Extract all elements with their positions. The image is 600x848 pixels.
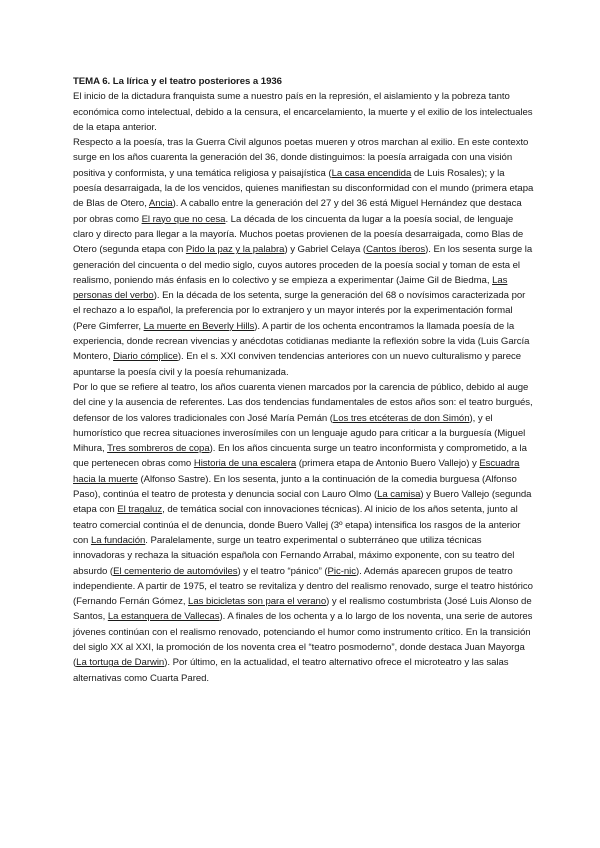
text-run: ). Además aparecen grupos de teatro independiente. A partir de 1975, el teatro se revitaliza y dentro del realismo renovado, surge el teatro histórico (Fernando Fernán Gómez, [73, 565, 533, 608]
work-title: Cantos íberos [366, 244, 426, 256]
text-run: El inicio de la dictadura franquista sume a nuestro país en la represión, el aislamiento y la pobreza tanto económica como intelectual, debido a la censura, el encarcelamiento, la muerte y el exilio de los intelectuales de la etapa anterior. [73, 91, 533, 133]
text-run: ) y Gabriel Celaya ( [284, 244, 367, 256]
text-run: ), y el humorístico que recrea situaciones inverosímiles con un lenguaje agudo para criticar a la burguesía (Miguel Mihura, [73, 412, 526, 455]
text-run: ). Por último, en la actualidad, el teatro alternativo ofrece el microteatro y las salas alternativas como Cuarta Pared. [73, 657, 509, 684]
text-run: ). En los años cincuenta surge un teatro inconformista y comprometido, a la que pertenecen obras como [73, 443, 527, 470]
text-run: Respecto a la poesía, tras la Guerra Civil algunos poetas mueren y otros marchan al exilio. En este contexto surge en los años cuarenta la generación del 36, donde distinguimos: la poesía arraigada con una visión positiva y conformista, y una temática religiosa y paisajística ( [73, 137, 529, 179]
work-title: La camisa [377, 489, 421, 501]
work-title: Escuadra hacia la muerte [73, 458, 520, 485]
document-body [73, 74, 534, 686]
work-title: Ancia [148, 198, 173, 210]
work-title: La tortuga de Darwin [76, 657, 165, 669]
work-title: La estanquera de Vallecas [107, 611, 220, 623]
work-title: Historia de una escalera [193, 458, 297, 470]
text-run: de Luis Rosales); y la poesía desarraigada, la de los vencidos, quienes manifiestan su disconformidad con el mundo (primera etapa de Blas de Otero, [73, 167, 534, 210]
text-run: ). En la década de los setenta, surge la generación del 68 o novísimos caracterizada por el rechazo a lo español, la preferencia por lo extranjero y un mayor interés por la experimentación formal (Pere Gimferrer, [73, 290, 526, 332]
work-title: Las personas del verbo [73, 274, 508, 302]
work-title: La muerte en Beverly Hills [143, 320, 255, 332]
text-run: ). A finales de los ochenta y a lo largo de los noventa, una serie de autores jóvenes continúan con el realismo renovado, potenciando el humor como instrumento crítico. En la transición del siglo XX al XXI, la promoción de los noventa crea el “teatro posmoderno”, donde destaca Juan Mayorga ( [73, 611, 533, 669]
text-run: . Paralelamente, surge un teatro experimental o subterráneo que utiliza técnicas innovadoras y rechaza la situación española con Fernando Arrabal, máximo exponente, con su teatro del absurdo ( [73, 534, 515, 577]
work-title: El tragaluz [117, 504, 163, 516]
paragraphs-container [73, 89, 534, 686]
text-run: Por lo que se refiere al teatro, los años cuarenta vienen marcados por la carencia de público, debido al auge del cine y la ausencia de referentes. Las dos tendencias fundamentales de estos años son: el teatro burgués, defensor de los valores tradicionales con José María Pemán ( [73, 381, 533, 424]
poetry-paragraph [73, 135, 534, 380]
work-title: La casa encendida [331, 167, 412, 179]
work-title: El cementerio de automóviles [113, 565, 238, 577]
document-title: TEMA 6. La lírica y el teatro posteriores a 1936 [73, 76, 282, 87]
text-run: , de temática social con innovaciones técnicas). Al inicio de los años setenta, junto al teatro comercial continúa el de denuncia, donde Buero Vallej (3º etapa) intensifica los rasgos de la anterior con [73, 504, 521, 546]
text-run: ). En los sesenta surge la generación del cincuenta o del medio siglo, cuyos autores proceden de la poesía social y toman de esta el realismo, poniendo más énfasis en lo colectivo y se empieza a experimentar (Jaime Gil de Biedma, [73, 244, 533, 286]
text-run: ) y Buero Vallejo (segunda etapa con [73, 489, 532, 516]
text-run: (primera etapa de Antonio Buero Vallejo) y [296, 458, 480, 470]
work-title: El rayo que no cesa [141, 213, 226, 225]
theatre-paragraph [73, 380, 534, 686]
text-run: ) y el realismo costumbrista (José Luis Alonso de Santos, [73, 596, 532, 623]
work-title: La fundación [90, 534, 146, 546]
text-run: ). A caballo entre la generación del 27 y del 36 está Miguel Hernández que destaca por obras como [73, 198, 522, 225]
work-title: Pic-nic [327, 565, 356, 577]
text-run: ). A partir de los ochenta encontramos la llamada poesía de la experiencia, donde recrean vivencias y anécdotas cotidianas mediante la reflexión sobre la vida (Luis García Montero, [73, 320, 530, 363]
work-title: Tres sombreros de copa [107, 443, 210, 455]
work-title: Los tres etcéteras de don Simón [332, 412, 470, 424]
text-run: ). En el s. XXI conviven tendencias anteriores con un nuevo culturalismo y parece apuntarse la poesía civil y la poesía rehumanizada. [73, 351, 522, 378]
text-run: ) y el teatro “pánico” ( [237, 565, 328, 577]
text-run: (Alfonso Sastre). En los sesenta, junto a la continuación de la comedia burguesa (Alfonso Paso), continúa el teatro de protesta y denuncia social con Lauro Olmo ( [73, 473, 517, 501]
intro-paragraph [73, 89, 534, 135]
work-title: Las bicicletas son para el verano [188, 596, 327, 608]
text-run: . La década de los cincuenta da lugar a la poesía social, de lenguaje claro y directo para llegar a la mayoría. Muchos poetas provienen de la poesía desarraigada, como Blas de Otero (segunda etapa con [73, 213, 524, 256]
work-title: Pido la paz y la palabra [185, 244, 285, 256]
work-title: Diario cómplice [113, 351, 178, 363]
